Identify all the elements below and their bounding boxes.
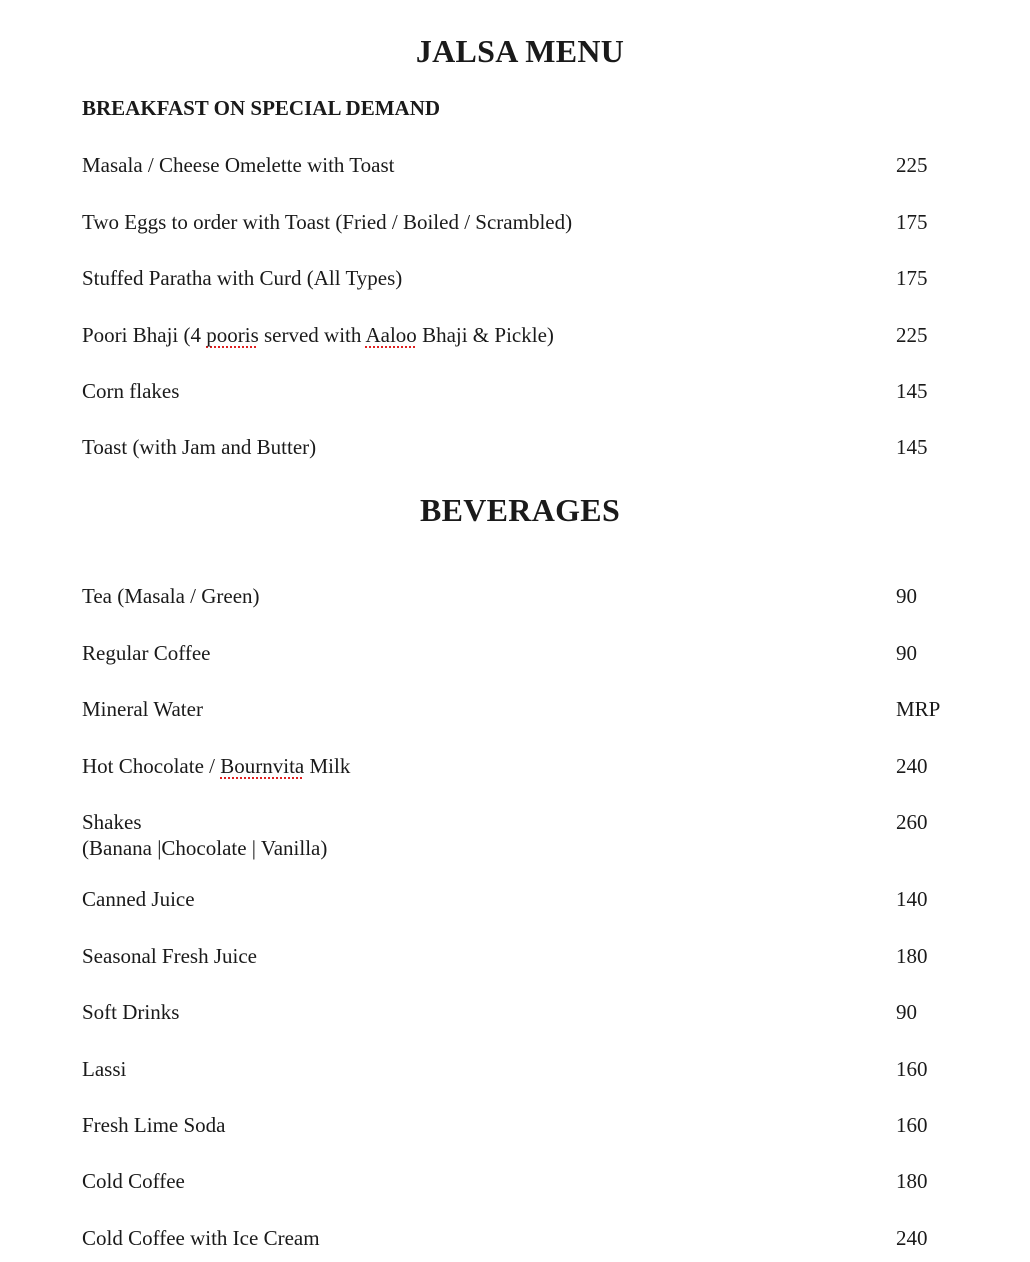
item-price: 180 bbox=[896, 1169, 928, 1193]
item-name: Cold Coffee bbox=[82, 1169, 185, 1193]
item-price: 90 bbox=[896, 641, 917, 665]
item-price: 175 bbox=[896, 266, 928, 290]
spellcheck-word: Aaloo bbox=[365, 323, 417, 347]
item-name: Masala / Cheese Omelette with Toast bbox=[82, 153, 395, 177]
item-price: 140 bbox=[896, 887, 928, 911]
menu-title: JALSA MENU bbox=[415, 33, 625, 69]
spellcheck-word: Bournvita bbox=[220, 754, 305, 778]
item-name: Canned Juice bbox=[82, 887, 195, 911]
item-name: Lassi bbox=[82, 1057, 127, 1081]
text-part: served with bbox=[258, 323, 366, 347]
item-price: 225 bbox=[896, 153, 928, 177]
item-name: Fresh Lime Soda bbox=[82, 1113, 226, 1137]
item-name: Corn flakes bbox=[82, 379, 180, 403]
item-price: 145 bbox=[896, 379, 928, 403]
item-name: Mineral Water bbox=[82, 697, 203, 721]
item-price: 175 bbox=[896, 210, 928, 234]
item-price: 240 bbox=[896, 754, 928, 778]
item-name: Tea (Masala / Green) bbox=[82, 584, 260, 608]
item-name: Cold Coffee with Ice Cream bbox=[82, 1226, 320, 1250]
item-price: 90 bbox=[896, 1000, 917, 1024]
item-name: Shakes bbox=[82, 810, 142, 834]
text-part: Poori Bhaji (4 bbox=[82, 323, 207, 347]
item-name: Regular Coffee bbox=[82, 641, 211, 665]
item-price: MRP bbox=[896, 697, 941, 721]
text-part: Bhaji & Pickle) bbox=[416, 323, 554, 347]
item-name bbox=[82, 753, 350, 779]
text-part: Hot Chocolate / bbox=[82, 754, 221, 778]
item-price: 160 bbox=[896, 1113, 928, 1137]
item-name: Two Eggs to order with Toast (Fried / Boiled / Scrambled) bbox=[82, 210, 573, 234]
item-price: 225 bbox=[896, 323, 928, 347]
item-name: Stuffed Paratha with Curd (All Types) bbox=[82, 266, 403, 290]
item-name bbox=[82, 322, 554, 348]
item-price: 145 bbox=[896, 435, 928, 459]
spellcheck-word: pooris bbox=[206, 323, 259, 347]
item-name: Soft Drinks bbox=[82, 1000, 180, 1024]
item-price: 180 bbox=[896, 944, 928, 968]
beverages-heading: BEVERAGES bbox=[419, 492, 621, 528]
breakfast-heading: BREAKFAST ON SPECIAL DEMAND bbox=[82, 96, 441, 120]
text-part: Milk bbox=[304, 754, 351, 778]
item-subtitle: (Banana |Chocolate | Vanilla) bbox=[82, 836, 328, 860]
item-name: Seasonal Fresh Juice bbox=[82, 944, 257, 968]
item-price: 90 bbox=[896, 584, 917, 608]
item-price: 160 bbox=[896, 1057, 928, 1081]
item-price: 260 bbox=[896, 810, 928, 834]
item-price: 240 bbox=[896, 1226, 928, 1250]
item-name: Toast (with Jam and Butter) bbox=[82, 435, 317, 459]
